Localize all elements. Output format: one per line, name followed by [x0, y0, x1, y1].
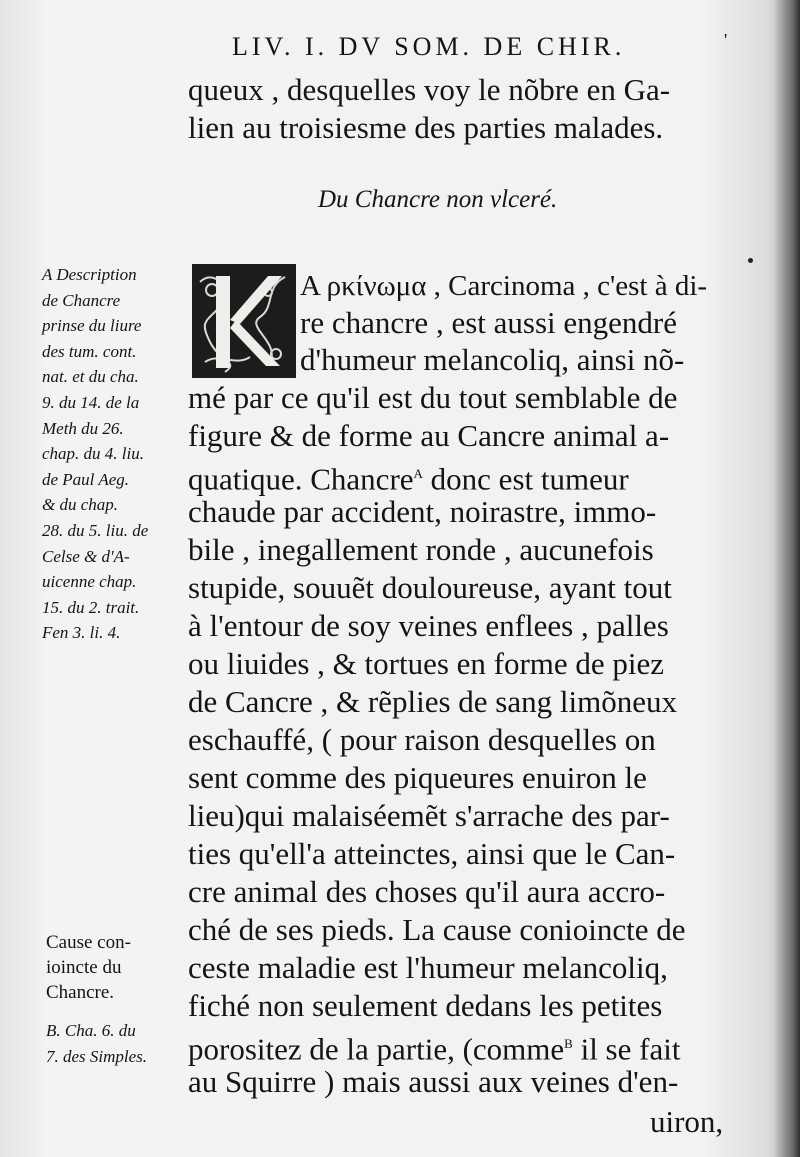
margin-note-line: B. Cha. 6. du [46, 1021, 136, 1040]
body-line-11: ou liuides , & tortues en forme de piez [188, 646, 665, 681]
margin-note-line: 15. du 2. trait. [42, 597, 140, 617]
margin-note-line: de Paul Aeg. [42, 469, 130, 489]
body-line-20: fiché non seulement dedans les petites [188, 988, 663, 1023]
margin-note-line: Celse & d'A- [42, 546, 130, 566]
margin-note-cause [46, 930, 186, 1005]
body-line-2: re chancre , est aussi engendré [300, 305, 677, 340]
body-line-17: cre animal des choses qu'il aura accro- [188, 874, 666, 909]
body-line-18: ché de ses pieds. La cause conioincte de [188, 912, 686, 947]
margin-note-line: chap. du 4. liu. [42, 444, 144, 464]
body-line-14: sent comme des piqueures enuiron le [188, 760, 647, 795]
body-line-6-start: quatique. Chancre [188, 461, 414, 497]
body-line-7: chaude par accident, noirastre, immo- [188, 494, 657, 529]
running-header [232, 32, 732, 62]
body-line-5: figure & de forme au Cancre animal a- [188, 418, 670, 453]
body-line-12: de Cancre , & rẽplies de sang limõneux [188, 684, 677, 719]
header-mark: ' [724, 30, 732, 50]
body-line-4: mé par ce qu'il est du tout semblable de [188, 380, 678, 415]
body-line-15: lieu)qui malaiséemẽt s'arrache des par- [188, 798, 670, 833]
body-line-1: A ρκίνωμα , Carcinoma , c'est à di- [300, 270, 708, 302]
margin-note-line: nat. et du cha. [42, 367, 139, 387]
margin-note-line: Chancre. [46, 982, 115, 1003]
ornamental-drop-cap [190, 262, 298, 380]
body-line-8: bile , inegallement ronde , aucunefois [188, 532, 654, 567]
body-line-6-end: donc est tumeur [430, 461, 629, 497]
margin-note-line: prinse du liure [42, 316, 142, 336]
ink-speck [748, 258, 753, 263]
margin-note-line: Fen 3. li. 4. [42, 623, 121, 643]
body-line-13: eschauffé, ( pour raison desquelles on [188, 722, 656, 757]
body-line-22: au Squirre ) mais aussi aux veines d'en- [188, 1064, 679, 1099]
margin-note-line: ioincte du [46, 957, 122, 978]
body-line-19: ceste maladie est l'humeur melancoliq, [188, 950, 668, 985]
margin-note-line: 28. du 5. liu. de [42, 520, 149, 540]
margin-note-line: 7. des Simples. [46, 1047, 148, 1066]
body-line-21-end: il se fait [580, 1031, 681, 1067]
note-a-marker: A [413, 466, 423, 481]
margin-note-line: A Description [42, 265, 137, 284]
margin-note-line: uicenne chap. [42, 572, 137, 592]
margin-note-line: & du chap. [42, 495, 119, 515]
body-line-3: d'humeur melancoliq, ainsi nõ- [300, 342, 685, 377]
binding-shadow [774, 0, 800, 1157]
body-line-10: à l'entour de soy veines enflees , palles [188, 608, 669, 643]
opening-line-2: lien au troisiesme des parties malades. [188, 110, 664, 145]
margin-note-line: Meth du 26. [42, 418, 124, 438]
margin-note-reference [46, 1018, 186, 1070]
margin-note-line: de Chancre [42, 290, 121, 310]
section-title: Du Chancre non vlceré. [318, 186, 558, 213]
body-line-21 [188, 1026, 680, 1067]
margin-note-line: des tum. cont. [42, 341, 137, 361]
margin-note-description [42, 262, 184, 646]
body-line-9: stupide, souuẽt douloureuse, ayant tout [188, 570, 672, 605]
margin-note-line: Cause con- [46, 932, 131, 953]
body-line-16: ties qu'ell'a atteinctes, ainsi que le Can- [188, 836, 676, 871]
running-title: LIV. I. DV SOM. DE CHIR. [232, 32, 626, 61]
margin-note-line: 9. du 14. de la [42, 392, 140, 412]
opening-line-1: queux , desquelles voy le nõbre en Ga- [188, 72, 671, 107]
body-line-6 [188, 456, 629, 497]
note-b-marker: B [564, 1036, 573, 1051]
body-line-23: uiron, [650, 1104, 724, 1139]
body-line-21-start: porositez de la partie, (comme [188, 1031, 565, 1067]
